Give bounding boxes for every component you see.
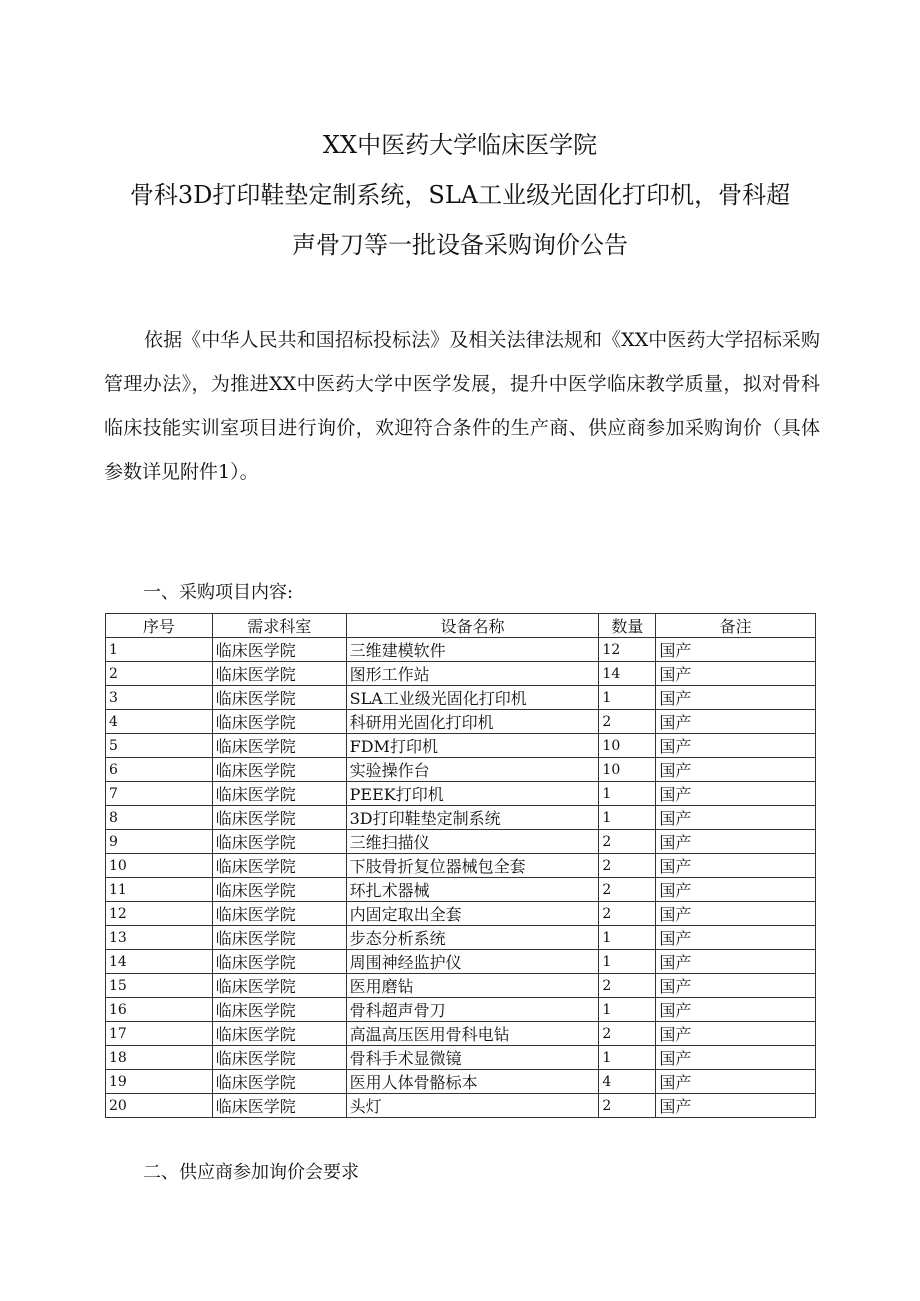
cell-serial: 15 <box>106 974 213 998</box>
cell-serial: 17 <box>106 1022 213 1046</box>
cell-department: 临床医学院 <box>212 1022 346 1046</box>
page-title-line-1: XX中医药大学临床医学院 <box>322 131 598 159</box>
cell-department: 临床医学院 <box>212 902 346 926</box>
cell-serial: 11 <box>106 878 213 902</box>
cell-equipment-name: PEEK打印机 <box>346 782 599 806</box>
cell-equipment-name: 头灯 <box>346 1094 599 1118</box>
cell-serial: 2 <box>106 662 213 686</box>
cell-equipment-name: 周围神经监护仪 <box>346 950 599 974</box>
page-title-line-2: 骨科3D打印鞋垫定制系统，SLA工业级光固化打印机，骨科超 <box>129 181 791 209</box>
cell-equipment-name: 实验操作台 <box>346 758 599 782</box>
cell-department: 临床医学院 <box>212 782 346 806</box>
table-row <box>106 1046 816 1070</box>
table-header-row <box>106 614 816 638</box>
cell-quantity: 1 <box>599 926 656 950</box>
cell-department: 临床医学院 <box>212 926 346 950</box>
cell-remarks: 国产 <box>656 902 816 926</box>
cell-remarks: 国产 <box>656 998 816 1022</box>
cell-quantity: 1 <box>599 950 656 974</box>
cell-remarks: 国产 <box>656 686 816 710</box>
cell-quantity: 1 <box>599 998 656 1022</box>
table-row <box>106 758 816 782</box>
cell-serial: 14 <box>106 950 213 974</box>
cell-equipment-name: 高温高压医用骨科电钻 <box>346 1022 599 1046</box>
cell-department: 临床医学院 <box>212 950 346 974</box>
cell-remarks: 国产 <box>656 1094 816 1118</box>
cell-quantity: 2 <box>599 902 656 926</box>
cell-remarks: 国产 <box>656 878 816 902</box>
table-row <box>106 830 816 854</box>
table-row <box>106 878 816 902</box>
cell-remarks: 国产 <box>656 734 816 758</box>
table-row <box>106 974 816 998</box>
cell-equipment-name: 下肢骨折复位器械包全套 <box>346 854 599 878</box>
cell-quantity: 2 <box>599 974 656 998</box>
cell-remarks: 国产 <box>656 1046 816 1070</box>
cell-department: 临床医学院 <box>212 998 346 1022</box>
table-row <box>106 734 816 758</box>
cell-remarks: 国产 <box>656 638 816 662</box>
cell-equipment-name: 步态分析系统 <box>346 926 599 950</box>
cell-quantity: 2 <box>599 710 656 734</box>
header-serial: 序号 <box>106 614 213 638</box>
cell-serial: 12 <box>106 902 213 926</box>
cell-serial: 18 <box>106 1046 213 1070</box>
cell-equipment-name: 医用人体骨骼标本 <box>346 1070 599 1094</box>
cell-quantity: 12 <box>599 638 656 662</box>
intro-paragraph: 依据《中华人民共和国招标投标法》及相关法律法规和《XX中医药大学招标采购管理办法》，为推进XX中医药大学中医学发展，提升中医学临床教学质量，拟对骨科临床技能实训室项目进行询价，欢迎符合条件的生产商、供应商参加采购询价（具体参数详见附件1）。 <box>104 329 820 483</box>
cell-quantity: 10 <box>599 734 656 758</box>
table-row <box>106 1094 816 1118</box>
cell-serial: 7 <box>106 782 213 806</box>
cell-serial: 1 <box>106 638 213 662</box>
cell-department: 临床医学院 <box>212 1046 346 1070</box>
cell-remarks: 国产 <box>656 758 816 782</box>
cell-remarks: 国产 <box>656 806 816 830</box>
table-body <box>106 638 816 1118</box>
cell-remarks: 国产 <box>656 662 816 686</box>
cell-quantity: 2 <box>599 830 656 854</box>
cell-equipment-name: 环扎术器械 <box>346 878 599 902</box>
cell-serial: 20 <box>106 1094 213 1118</box>
cell-quantity: 2 <box>599 854 656 878</box>
table-row <box>106 710 816 734</box>
cell-equipment-name: 骨科超声骨刀 <box>346 998 599 1022</box>
cell-department: 临床医学院 <box>212 710 346 734</box>
cell-remarks: 国产 <box>656 854 816 878</box>
cell-department: 临床医学院 <box>212 974 346 998</box>
cell-remarks: 国产 <box>656 950 816 974</box>
table-row <box>106 950 816 974</box>
cell-serial: 6 <box>106 758 213 782</box>
cell-equipment-name: 科研用光固化打印机 <box>346 710 599 734</box>
cell-department: 临床医学院 <box>212 806 346 830</box>
cell-serial: 16 <box>106 998 213 1022</box>
cell-remarks: 国产 <box>656 1022 816 1046</box>
cell-serial: 19 <box>106 1070 213 1094</box>
cell-equipment-name: SLA工业级光固化打印机 <box>346 686 599 710</box>
cell-serial: 4 <box>106 710 213 734</box>
cell-equipment-name: 内固定取出全套 <box>346 902 599 926</box>
table-row <box>106 854 816 878</box>
table-row <box>106 782 816 806</box>
cell-department: 临床医学院 <box>212 638 346 662</box>
table-row <box>106 1022 816 1046</box>
cell-quantity: 1 <box>599 806 656 830</box>
cell-department: 临床医学院 <box>212 854 346 878</box>
procurement-table <box>105 613 816 1118</box>
cell-serial: 8 <box>106 806 213 830</box>
cell-quantity: 1 <box>599 1046 656 1070</box>
cell-equipment-name: FDM打印机 <box>346 734 599 758</box>
table-row <box>106 902 816 926</box>
cell-remarks: 国产 <box>656 926 816 950</box>
section-heading-2: 二、供应商参加询价会要求 <box>143 1162 359 1183</box>
cell-quantity: 10 <box>599 758 656 782</box>
cell-department: 临床医学院 <box>212 686 346 710</box>
cell-department: 临床医学院 <box>212 662 346 686</box>
header-remarks: 备注 <box>656 614 816 638</box>
cell-equipment-name: 骨科手术显微镜 <box>346 1046 599 1070</box>
cell-equipment-name: 医用磨钻 <box>346 974 599 998</box>
table-row <box>106 662 816 686</box>
cell-equipment-name: 三维扫描仪 <box>346 830 599 854</box>
table-row <box>106 998 816 1022</box>
table-row <box>106 926 816 950</box>
cell-department: 临床医学院 <box>212 1094 346 1118</box>
header-equipment-name: 设备名称 <box>346 614 599 638</box>
cell-department: 临床医学院 <box>212 758 346 782</box>
cell-department: 临床医学院 <box>212 734 346 758</box>
cell-department: 临床医学院 <box>212 1070 346 1094</box>
cell-department: 临床医学院 <box>212 830 346 854</box>
table-row <box>106 1070 816 1094</box>
cell-remarks: 国产 <box>656 974 816 998</box>
table-row <box>106 686 816 710</box>
table-row <box>106 638 816 662</box>
cell-equipment-name: 3D打印鞋垫定制系统 <box>346 806 599 830</box>
header-quantity: 数量 <box>599 614 656 638</box>
header-department: 需求科室 <box>212 614 346 638</box>
section-heading-1: 一、采购项目内容: <box>143 582 294 603</box>
page-title-line-3: 声骨刀等一批设备采购询价公告 <box>292 231 628 259</box>
cell-equipment-name: 图形工作站 <box>346 662 599 686</box>
table-row <box>106 806 816 830</box>
cell-remarks: 国产 <box>656 1070 816 1094</box>
cell-remarks: 国产 <box>656 830 816 854</box>
cell-department: 临床医学院 <box>212 878 346 902</box>
cell-serial: 13 <box>106 926 213 950</box>
cell-quantity: 4 <box>599 1070 656 1094</box>
cell-quantity: 14 <box>599 662 656 686</box>
cell-equipment-name: 三维建模软件 <box>346 638 599 662</box>
cell-remarks: 国产 <box>656 782 816 806</box>
cell-serial: 5 <box>106 734 213 758</box>
cell-quantity: 2 <box>599 878 656 902</box>
cell-quantity: 1 <box>599 686 656 710</box>
cell-quantity: 1 <box>599 782 656 806</box>
cell-serial: 3 <box>106 686 213 710</box>
cell-serial: 10 <box>106 854 213 878</box>
cell-remarks: 国产 <box>656 710 816 734</box>
cell-quantity: 2 <box>599 1094 656 1118</box>
cell-serial: 9 <box>106 830 213 854</box>
cell-quantity: 2 <box>599 1022 656 1046</box>
